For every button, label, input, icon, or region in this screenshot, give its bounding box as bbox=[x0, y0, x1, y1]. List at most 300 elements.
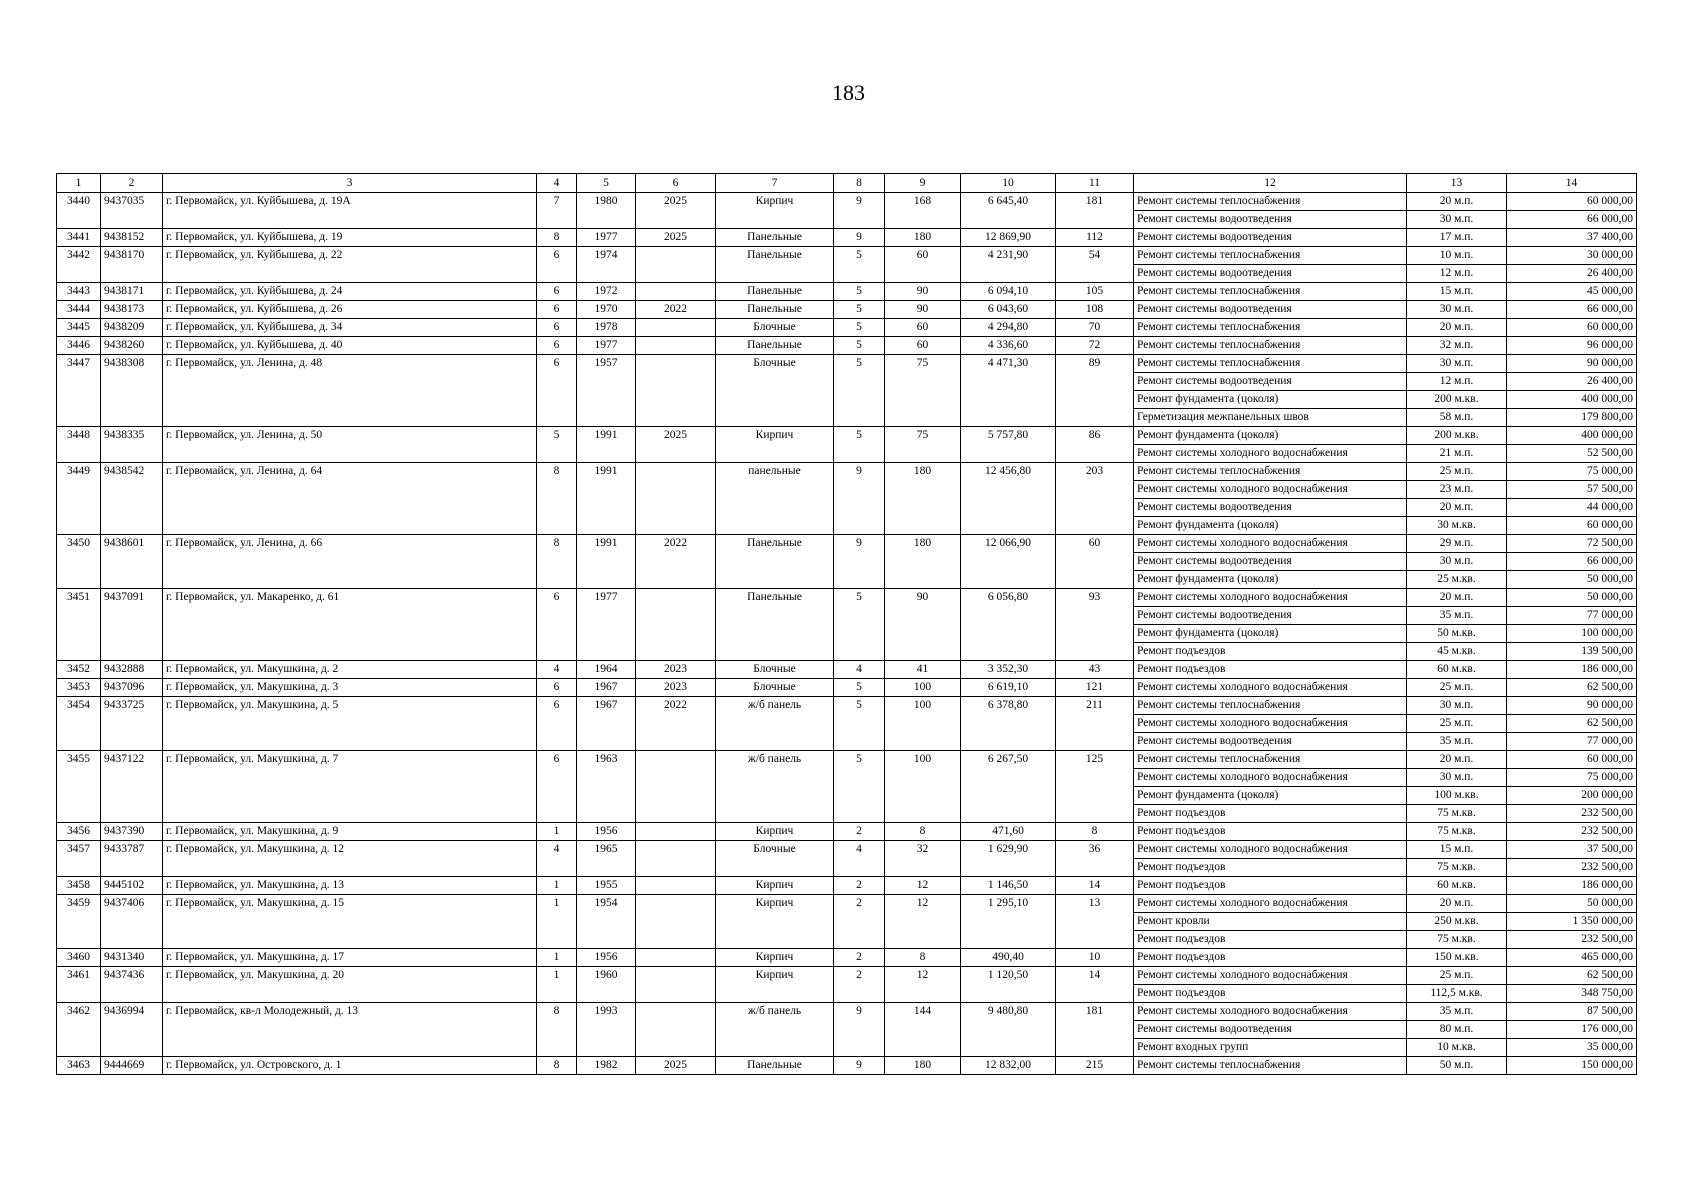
work-quantity-cell: 75 м.кв. bbox=[1407, 859, 1507, 877]
work-cost-cell: 176 000,00 bbox=[1507, 1021, 1637, 1039]
wall-material-cell: Кирпич bbox=[716, 877, 834, 895]
year-built-cell: 1991 bbox=[577, 463, 636, 535]
work-type-cell: Ремонт подъездов bbox=[1134, 931, 1407, 949]
work-cost-cell: 150 000,00 bbox=[1507, 1057, 1637, 1075]
address-cell: г. Первомайск, ул. Куйбышева, д. 19 bbox=[163, 229, 537, 247]
floors-cell: 9 bbox=[834, 229, 885, 247]
work-type-cell: Ремонт фундамента (цоколя) bbox=[1134, 427, 1407, 445]
col-11-value-cell: 70 bbox=[1056, 319, 1134, 337]
work-type-cell: Ремонт фундамента (цоколя) bbox=[1134, 391, 1407, 409]
year-built-cell: 1960 bbox=[577, 967, 636, 1003]
col-4-value-cell: 6 bbox=[537, 679, 577, 697]
floors-cell: 5 bbox=[834, 751, 885, 823]
building-id-cell: 9438308 bbox=[101, 355, 163, 427]
row-number-cell: 3447 bbox=[57, 355, 101, 427]
building-id-cell: 9437035 bbox=[101, 193, 163, 229]
col-6-value-cell: 2023 bbox=[636, 661, 716, 679]
building-id-cell: 9438260 bbox=[101, 337, 163, 355]
work-type-cell: Ремонт подъездов bbox=[1134, 985, 1407, 1003]
work-quantity-cell: 30 м.п. bbox=[1407, 211, 1507, 229]
work-quantity-cell: 200 м.кв. bbox=[1407, 391, 1507, 409]
row-number-cell: 3455 bbox=[57, 751, 101, 823]
row-number-cell: 3441 bbox=[57, 229, 101, 247]
work-type-cell: Ремонт системы теплоснабжения bbox=[1134, 355, 1407, 373]
table-row bbox=[57, 877, 1637, 895]
row-number-cell: 3442 bbox=[57, 247, 101, 283]
row-number-cell: 3454 bbox=[57, 697, 101, 751]
area-cell: 4 231,90 bbox=[961, 247, 1056, 283]
wall-material-cell: Кирпич bbox=[716, 193, 834, 229]
row-number-cell: 3443 bbox=[57, 283, 101, 301]
work-quantity-cell: 58 м.п. bbox=[1407, 409, 1507, 427]
building-id-cell: 9438171 bbox=[101, 283, 163, 301]
work-type-cell: Ремонт подъездов bbox=[1134, 805, 1407, 823]
work-quantity-cell: 10 м.кв. bbox=[1407, 1039, 1507, 1057]
col-6-value-cell bbox=[636, 823, 716, 841]
wall-material-cell: ж/б панель bbox=[716, 751, 834, 823]
work-quantity-cell: 35 м.п. bbox=[1407, 607, 1507, 625]
col-9-value-cell: 12 bbox=[885, 895, 961, 949]
col-11-value-cell: 181 bbox=[1056, 193, 1134, 229]
work-cost-cell: 52 500,00 bbox=[1507, 445, 1637, 463]
building-id-cell: 9436994 bbox=[101, 1003, 163, 1057]
work-cost-cell: 75 000,00 bbox=[1507, 769, 1637, 787]
year-built-cell: 1955 bbox=[577, 877, 636, 895]
building-id-cell: 9437091 bbox=[101, 589, 163, 661]
floors-cell: 5 bbox=[834, 697, 885, 751]
column-header: 7 bbox=[716, 174, 834, 193]
address-cell: г. Первомайск, ул. Макушкина, д. 17 bbox=[163, 949, 537, 967]
work-cost-cell: 45 000,00 bbox=[1507, 283, 1637, 301]
col-6-value-cell bbox=[636, 841, 716, 877]
year-built-cell: 1954 bbox=[577, 895, 636, 949]
address-cell: г. Первомайск, ул. Макушкина, д. 13 bbox=[163, 877, 537, 895]
year-built-cell: 1967 bbox=[577, 679, 636, 697]
address-cell: г. Первомайск, ул. Куйбышева, д. 26 bbox=[163, 301, 537, 319]
table-row bbox=[57, 283, 1637, 301]
work-cost-cell: 77 000,00 bbox=[1507, 607, 1637, 625]
col-11-value-cell: 72 bbox=[1056, 337, 1134, 355]
work-type-cell: Ремонт системы холодного водоснабжения bbox=[1134, 481, 1407, 499]
col-11-value-cell: 10 bbox=[1056, 949, 1134, 967]
work-cost-cell: 50 000,00 bbox=[1507, 895, 1637, 913]
area-cell: 6 056,80 bbox=[961, 589, 1056, 661]
work-type-cell: Ремонт фундамента (цоколя) bbox=[1134, 517, 1407, 535]
column-header: 13 bbox=[1407, 174, 1507, 193]
work-quantity-cell: 30 м.п. bbox=[1407, 697, 1507, 715]
col-9-value-cell: 180 bbox=[885, 229, 961, 247]
work-cost-cell: 186 000,00 bbox=[1507, 661, 1637, 679]
work-cost-cell: 62 500,00 bbox=[1507, 679, 1637, 697]
work-cost-cell: 60 000,00 bbox=[1507, 751, 1637, 769]
work-quantity-cell: 30 м.п. bbox=[1407, 553, 1507, 571]
floors-cell: 2 bbox=[834, 949, 885, 967]
col-4-value-cell: 6 bbox=[537, 247, 577, 283]
address-cell: г. Первомайск, ул. Ленина, д. 64 bbox=[163, 463, 537, 535]
address-cell: г. Первомайск, кв-л Молодежный, д. 13 bbox=[163, 1003, 537, 1057]
col-6-value-cell bbox=[636, 751, 716, 823]
work-quantity-cell: 30 м.п. bbox=[1407, 769, 1507, 787]
col-6-value-cell: 2025 bbox=[636, 229, 716, 247]
work-quantity-cell: 25 м.кв. bbox=[1407, 571, 1507, 589]
floors-cell: 5 bbox=[834, 301, 885, 319]
year-built-cell: 1956 bbox=[577, 949, 636, 967]
col-4-value-cell: 1 bbox=[537, 949, 577, 967]
col-9-value-cell: 12 bbox=[885, 967, 961, 1003]
area-cell: 490,40 bbox=[961, 949, 1056, 967]
work-quantity-cell: 20 м.п. bbox=[1407, 319, 1507, 337]
wall-material-cell: Блочные bbox=[716, 355, 834, 427]
row-number-cell: 3449 bbox=[57, 463, 101, 535]
table-row bbox=[57, 841, 1637, 859]
work-type-cell: Ремонт подъездов bbox=[1134, 661, 1407, 679]
table-row bbox=[57, 301, 1637, 319]
wall-material-cell: Кирпич bbox=[716, 427, 834, 463]
work-type-cell: Ремонт системы теплоснабжения bbox=[1134, 697, 1407, 715]
col-6-value-cell bbox=[636, 355, 716, 427]
work-cost-cell: 30 000,00 bbox=[1507, 247, 1637, 265]
work-type-cell: Ремонт подъездов bbox=[1134, 643, 1407, 661]
work-quantity-cell: 60 м.кв. bbox=[1407, 877, 1507, 895]
col-6-value-cell bbox=[636, 877, 716, 895]
work-type-cell: Ремонт системы теплоснабжения bbox=[1134, 337, 1407, 355]
area-cell: 5 757,80 bbox=[961, 427, 1056, 463]
wall-material-cell: Панельные bbox=[716, 229, 834, 247]
wall-material-cell: Панельные bbox=[716, 337, 834, 355]
wall-material-cell: панельные bbox=[716, 463, 834, 535]
work-type-cell: Ремонт подъездов bbox=[1134, 877, 1407, 895]
col-4-value-cell: 4 bbox=[537, 661, 577, 679]
building-id-cell: 9437122 bbox=[101, 751, 163, 823]
building-id-cell: 9438209 bbox=[101, 319, 163, 337]
work-cost-cell: 60 000,00 bbox=[1507, 319, 1637, 337]
col-9-value-cell: 90 bbox=[885, 283, 961, 301]
col-11-value-cell: 13 bbox=[1056, 895, 1134, 949]
col-4-value-cell: 8 bbox=[537, 463, 577, 535]
wall-material-cell: Блочные bbox=[716, 841, 834, 877]
year-built-cell: 1970 bbox=[577, 301, 636, 319]
building-id-cell: 9438601 bbox=[101, 535, 163, 589]
col-9-value-cell: 41 bbox=[885, 661, 961, 679]
column-header: 4 bbox=[537, 174, 577, 193]
building-id-cell: 9438152 bbox=[101, 229, 163, 247]
floors-cell: 5 bbox=[834, 247, 885, 283]
building-id-cell: 9438170 bbox=[101, 247, 163, 283]
work-cost-cell: 50 000,00 bbox=[1507, 571, 1637, 589]
work-quantity-cell: 29 м.п. bbox=[1407, 535, 1507, 553]
work-type-cell: Ремонт фундамента (цоколя) bbox=[1134, 571, 1407, 589]
wall-material-cell: Панельные bbox=[716, 1057, 834, 1075]
work-quantity-cell: 200 м.кв. bbox=[1407, 427, 1507, 445]
work-cost-cell: 75 000,00 bbox=[1507, 463, 1637, 481]
building-id-cell: 9437406 bbox=[101, 895, 163, 949]
address-cell: г. Первомайск, ул. Куйбышева, д. 24 bbox=[163, 283, 537, 301]
floors-cell: 5 bbox=[834, 283, 885, 301]
work-cost-cell: 62 500,00 bbox=[1507, 715, 1637, 733]
row-number-cell: 3462 bbox=[57, 1003, 101, 1057]
work-type-cell: Ремонт системы водоотведения bbox=[1134, 301, 1407, 319]
work-quantity-cell: 30 м.кв. bbox=[1407, 517, 1507, 535]
area-cell: 12 869,90 bbox=[961, 229, 1056, 247]
col-11-value-cell: 125 bbox=[1056, 751, 1134, 823]
col-9-value-cell: 12 bbox=[885, 877, 961, 895]
table-row bbox=[57, 949, 1637, 967]
col-11-value-cell: 181 bbox=[1056, 1003, 1134, 1057]
address-cell: г. Первомайск, ул. Островского, д. 1 bbox=[163, 1057, 537, 1075]
col-11-value-cell: 36 bbox=[1056, 841, 1134, 877]
table-row bbox=[57, 247, 1637, 265]
year-built-cell: 1972 bbox=[577, 283, 636, 301]
col-9-value-cell: 100 bbox=[885, 697, 961, 751]
area-cell: 12 066,90 bbox=[961, 535, 1056, 589]
col-11-value-cell: 108 bbox=[1056, 301, 1134, 319]
work-cost-cell: 37 400,00 bbox=[1507, 229, 1637, 247]
work-quantity-cell: 45 м.кв. bbox=[1407, 643, 1507, 661]
address-cell: г. Первомайск, ул. Макушкина, д. 3 bbox=[163, 679, 537, 697]
work-quantity-cell: 12 м.п. bbox=[1407, 373, 1507, 391]
area-cell: 6 619,10 bbox=[961, 679, 1056, 697]
work-cost-cell: 60 000,00 bbox=[1507, 517, 1637, 535]
area-cell: 3 352,30 bbox=[961, 661, 1056, 679]
year-built-cell: 1957 bbox=[577, 355, 636, 427]
work-cost-cell: 87 500,00 bbox=[1507, 1003, 1637, 1021]
floors-cell: 5 bbox=[834, 355, 885, 427]
building-id-cell: 9438542 bbox=[101, 463, 163, 535]
work-type-cell: Ремонт системы холодного водоснабжения bbox=[1134, 679, 1407, 697]
col-6-value-cell: 2023 bbox=[636, 679, 716, 697]
work-type-cell: Ремонт системы холодного водоснабжения bbox=[1134, 967, 1407, 985]
col-6-value-cell: 2025 bbox=[636, 427, 716, 463]
floors-cell: 5 bbox=[834, 427, 885, 463]
address-cell: г. Первомайск, ул. Ленина, д. 48 bbox=[163, 355, 537, 427]
work-cost-cell: 1 350 000,00 bbox=[1507, 913, 1637, 931]
area-cell: 9 480,80 bbox=[961, 1003, 1056, 1057]
col-9-value-cell: 168 bbox=[885, 193, 961, 229]
col-9-value-cell: 100 bbox=[885, 679, 961, 697]
area-cell: 12 832,00 bbox=[961, 1057, 1056, 1075]
floors-cell: 9 bbox=[834, 193, 885, 229]
building-id-cell: 9432888 bbox=[101, 661, 163, 679]
year-built-cell: 1977 bbox=[577, 589, 636, 661]
col-11-value-cell: 112 bbox=[1056, 229, 1134, 247]
wall-material-cell: Блочные bbox=[716, 679, 834, 697]
work-cost-cell: 90 000,00 bbox=[1507, 697, 1637, 715]
column-header: 6 bbox=[636, 174, 716, 193]
col-11-value-cell: 60 bbox=[1056, 535, 1134, 589]
table-row bbox=[57, 895, 1637, 913]
row-number-cell: 3452 bbox=[57, 661, 101, 679]
address-cell: г. Первомайск, ул. Ленина, д. 50 bbox=[163, 427, 537, 463]
address-cell: г. Первомайск, ул. Куйбышева, д. 34 bbox=[163, 319, 537, 337]
work-cost-cell: 66 000,00 bbox=[1507, 553, 1637, 571]
work-quantity-cell: 30 м.п. bbox=[1407, 301, 1507, 319]
work-type-cell: Ремонт системы холодного водоснабжения bbox=[1134, 535, 1407, 553]
area-cell: 4 336,60 bbox=[961, 337, 1056, 355]
column-header: 9 bbox=[885, 174, 961, 193]
work-cost-cell: 62 500,00 bbox=[1507, 967, 1637, 985]
floors-cell: 9 bbox=[834, 535, 885, 589]
work-type-cell: Ремонт системы холодного водоснабжения bbox=[1134, 769, 1407, 787]
col-11-value-cell: 203 bbox=[1056, 463, 1134, 535]
table-row bbox=[57, 1003, 1637, 1021]
col-11-value-cell: 86 bbox=[1056, 427, 1134, 463]
col-4-value-cell: 6 bbox=[537, 355, 577, 427]
col-6-value-cell bbox=[636, 463, 716, 535]
building-id-cell: 9433787 bbox=[101, 841, 163, 877]
work-type-cell: Ремонт подъездов bbox=[1134, 859, 1407, 877]
year-built-cell: 1991 bbox=[577, 535, 636, 589]
table-header bbox=[57, 174, 1637, 193]
column-header: 12 bbox=[1134, 174, 1407, 193]
work-cost-cell: 26 400,00 bbox=[1507, 373, 1637, 391]
year-built-cell: 1967 bbox=[577, 697, 636, 751]
work-quantity-cell: 25 м.п. bbox=[1407, 463, 1507, 481]
work-quantity-cell: 20 м.п. bbox=[1407, 895, 1507, 913]
table-row bbox=[57, 319, 1637, 337]
work-type-cell: Ремонт системы холодного водоснабжения bbox=[1134, 841, 1407, 859]
floors-cell: 2 bbox=[834, 823, 885, 841]
floors-cell: 2 bbox=[834, 877, 885, 895]
work-type-cell: Ремонт системы водоотведения bbox=[1134, 211, 1407, 229]
table-row bbox=[57, 355, 1637, 373]
col-11-value-cell: 43 bbox=[1056, 661, 1134, 679]
work-quantity-cell: 15 м.п. bbox=[1407, 283, 1507, 301]
col-9-value-cell: 60 bbox=[885, 247, 961, 283]
year-built-cell: 1956 bbox=[577, 823, 636, 841]
area-cell: 4 471,30 bbox=[961, 355, 1056, 427]
work-cost-cell: 90 000,00 bbox=[1507, 355, 1637, 373]
work-quantity-cell: 32 м.п. bbox=[1407, 337, 1507, 355]
col-9-value-cell: 60 bbox=[885, 337, 961, 355]
row-number-cell: 3457 bbox=[57, 841, 101, 877]
work-type-cell: Ремонт фундамента (цоколя) bbox=[1134, 625, 1407, 643]
address-cell: г. Первомайск, ул. Макушкина, д. 2 bbox=[163, 661, 537, 679]
row-number-cell: 3461 bbox=[57, 967, 101, 1003]
col-6-value-cell: 2022 bbox=[636, 535, 716, 589]
col-6-value-cell: 2022 bbox=[636, 697, 716, 751]
work-quantity-cell: 112,5 м.кв. bbox=[1407, 985, 1507, 1003]
work-type-cell: Ремонт системы холодного водоснабжения bbox=[1134, 895, 1407, 913]
work-type-cell: Ремонт системы холодного водоснабжения bbox=[1134, 589, 1407, 607]
col-11-value-cell: 93 bbox=[1056, 589, 1134, 661]
area-cell: 6 094,10 bbox=[961, 283, 1056, 301]
building-id-cell: 9433725 bbox=[101, 697, 163, 751]
work-cost-cell: 232 500,00 bbox=[1507, 859, 1637, 877]
building-id-cell: 9438335 bbox=[101, 427, 163, 463]
work-quantity-cell: 50 м.п. bbox=[1407, 1057, 1507, 1075]
row-number-cell: 3446 bbox=[57, 337, 101, 355]
building-id-cell: 9444669 bbox=[101, 1057, 163, 1075]
col-6-value-cell: 2025 bbox=[636, 193, 716, 229]
floors-cell: 5 bbox=[834, 337, 885, 355]
col-9-value-cell: 8 bbox=[885, 823, 961, 841]
wall-material-cell: Кирпич bbox=[716, 967, 834, 1003]
table-row bbox=[57, 193, 1637, 211]
row-number-cell: 3458 bbox=[57, 877, 101, 895]
work-cost-cell: 60 000,00 bbox=[1507, 193, 1637, 211]
floors-cell: 9 bbox=[834, 1057, 885, 1075]
wall-material-cell: Панельные bbox=[716, 283, 834, 301]
column-header: 11 bbox=[1056, 174, 1134, 193]
work-type-cell: Ремонт системы теплоснабжения bbox=[1134, 319, 1407, 337]
col-6-value-cell bbox=[636, 589, 716, 661]
area-cell: 471,60 bbox=[961, 823, 1056, 841]
work-quantity-cell: 20 м.п. bbox=[1407, 499, 1507, 517]
floors-cell: 2 bbox=[834, 967, 885, 1003]
table-row bbox=[57, 1057, 1637, 1075]
work-type-cell: Ремонт системы водоотведения bbox=[1134, 1021, 1407, 1039]
year-built-cell: 1977 bbox=[577, 229, 636, 247]
wall-material-cell: Панельные bbox=[716, 247, 834, 283]
wall-material-cell: Блочные bbox=[716, 319, 834, 337]
work-cost-cell: 348 750,00 bbox=[1507, 985, 1637, 1003]
work-type-cell: Ремонт кровли bbox=[1134, 913, 1407, 931]
table-row bbox=[57, 967, 1637, 985]
col-9-value-cell: 75 bbox=[885, 355, 961, 427]
col-9-value-cell: 90 bbox=[885, 589, 961, 661]
table-row bbox=[57, 589, 1637, 607]
work-quantity-cell: 21 м.п. bbox=[1407, 445, 1507, 463]
work-type-cell: Ремонт системы теплоснабжения bbox=[1134, 193, 1407, 211]
work-cost-cell: 400 000,00 bbox=[1507, 427, 1637, 445]
work-type-cell: Ремонт системы холодного водоснабжения bbox=[1134, 715, 1407, 733]
year-built-cell: 1991 bbox=[577, 427, 636, 463]
col-4-value-cell: 6 bbox=[537, 319, 577, 337]
building-id-cell: 9438173 bbox=[101, 301, 163, 319]
building-id-cell: 9437436 bbox=[101, 967, 163, 1003]
col-6-value-cell bbox=[636, 319, 716, 337]
work-type-cell: Ремонт системы теплоснабжения bbox=[1134, 751, 1407, 769]
work-cost-cell: 400 000,00 bbox=[1507, 391, 1637, 409]
work-cost-cell: 77 000,00 bbox=[1507, 733, 1637, 751]
col-11-value-cell: 211 bbox=[1056, 697, 1134, 751]
work-quantity-cell: 25 м.п. bbox=[1407, 967, 1507, 985]
col-11-value-cell: 105 bbox=[1056, 283, 1134, 301]
col-6-value-cell bbox=[636, 895, 716, 949]
row-number-cell: 3463 bbox=[57, 1057, 101, 1075]
floors-cell: 2 bbox=[834, 895, 885, 949]
column-header: 8 bbox=[834, 174, 885, 193]
table-row bbox=[57, 823, 1637, 841]
work-quantity-cell: 25 м.п. bbox=[1407, 715, 1507, 733]
work-cost-cell: 232 500,00 bbox=[1507, 823, 1637, 841]
address-cell: г. Первомайск, ул. Макушкина, д. 12 bbox=[163, 841, 537, 877]
wall-material-cell: Панельные bbox=[716, 589, 834, 661]
table-row bbox=[57, 661, 1637, 679]
area-cell: 4 294,80 bbox=[961, 319, 1056, 337]
col-4-value-cell: 8 bbox=[537, 1003, 577, 1057]
col-9-value-cell: 180 bbox=[885, 463, 961, 535]
col-6-value-cell bbox=[636, 337, 716, 355]
work-quantity-cell: 12 м.п. bbox=[1407, 265, 1507, 283]
building-id-cell: 9437096 bbox=[101, 679, 163, 697]
row-number-cell: 3459 bbox=[57, 895, 101, 949]
work-type-cell: Ремонт системы водоотведения bbox=[1134, 265, 1407, 283]
table-row bbox=[57, 751, 1637, 769]
work-quantity-cell: 25 м.п. bbox=[1407, 679, 1507, 697]
col-6-value-cell: 2025 bbox=[636, 1057, 716, 1075]
col-11-value-cell: 54 bbox=[1056, 247, 1134, 283]
table-body bbox=[57, 193, 1637, 1075]
wall-material-cell: Кирпич bbox=[716, 949, 834, 967]
page-number: 183 bbox=[832, 80, 865, 105]
row-number-cell: 3450 bbox=[57, 535, 101, 589]
work-cost-cell: 179 800,00 bbox=[1507, 409, 1637, 427]
work-quantity-cell: 15 м.п. bbox=[1407, 841, 1507, 859]
col-6-value-cell bbox=[636, 247, 716, 283]
col-9-value-cell: 8 bbox=[885, 949, 961, 967]
work-cost-cell: 26 400,00 bbox=[1507, 265, 1637, 283]
